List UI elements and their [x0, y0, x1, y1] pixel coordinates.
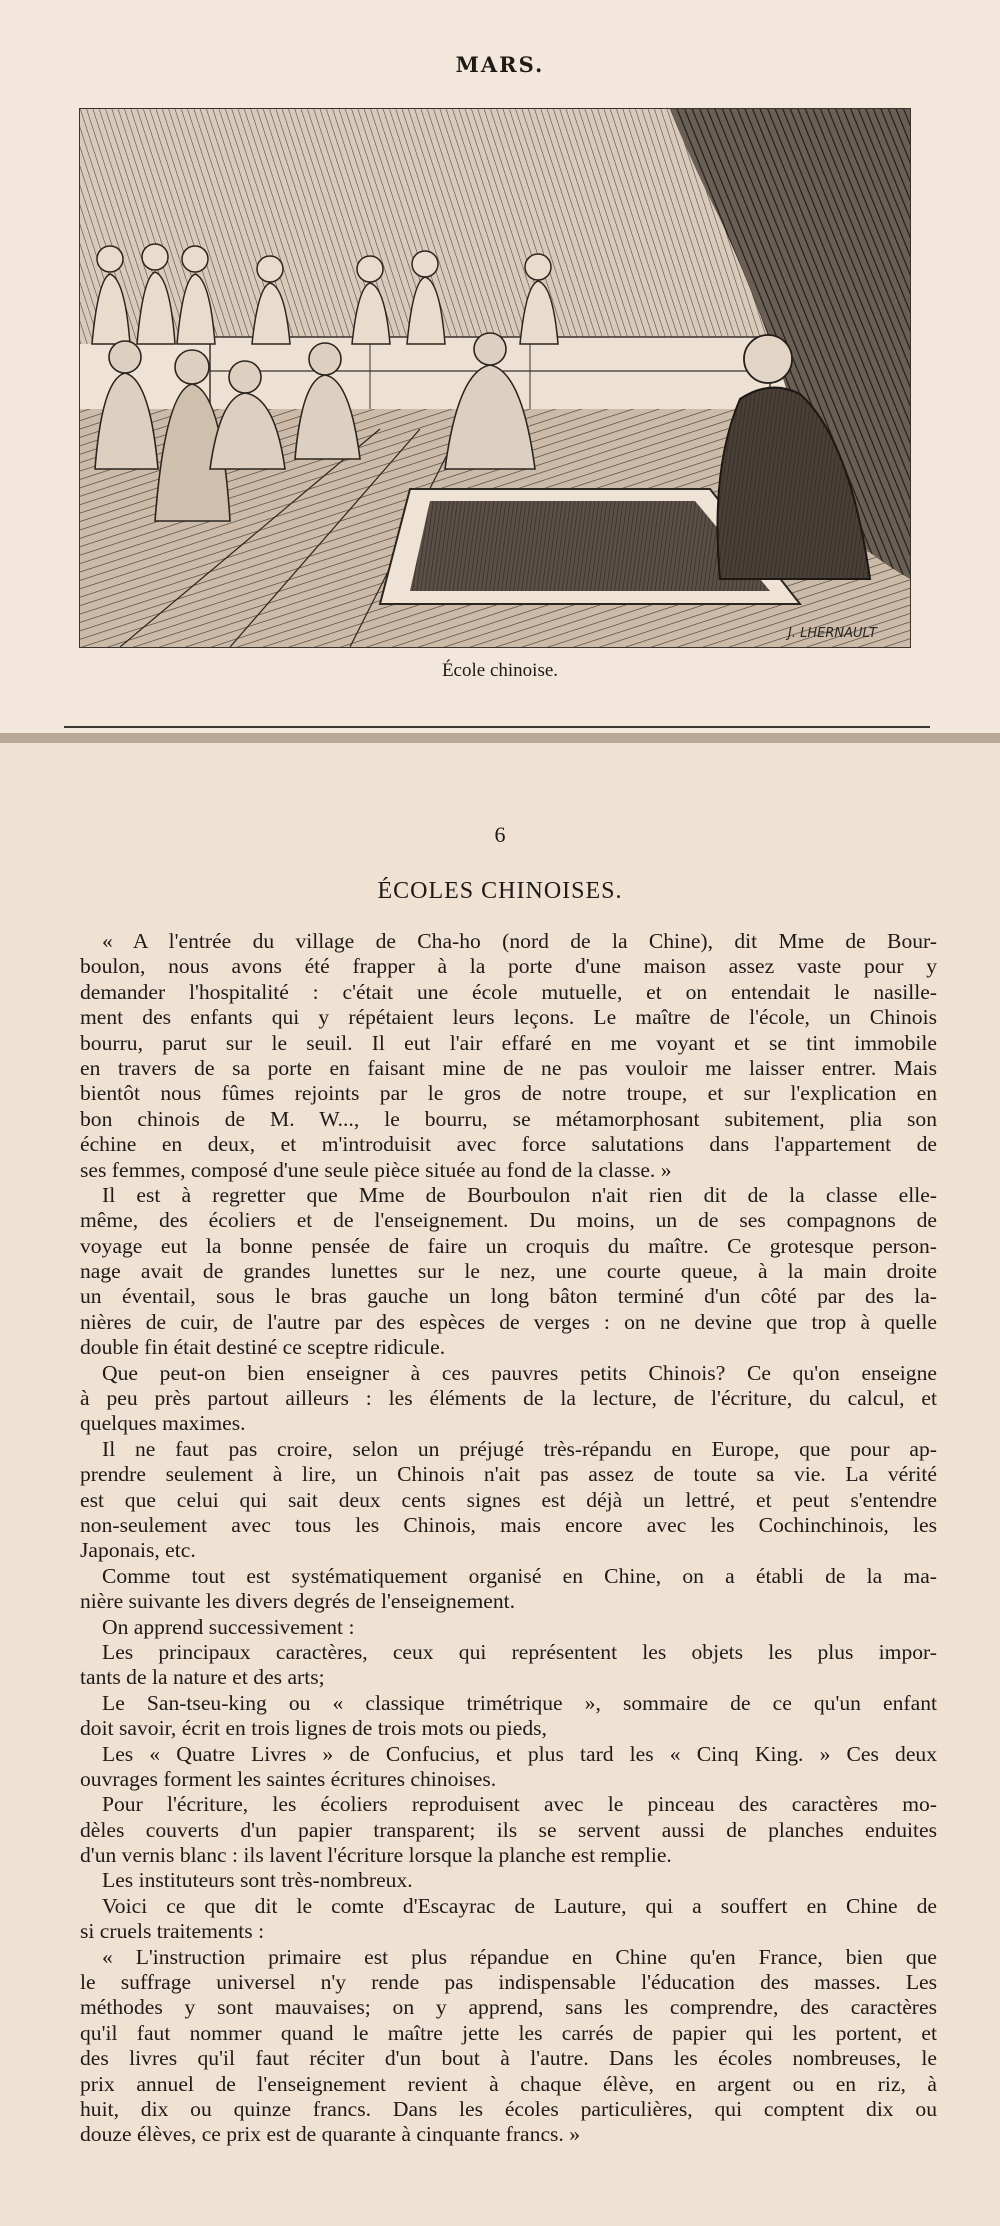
text-line: même, des écoliers et de l'enseignement. Du moins, un de ses compagnons de: [80, 1208, 937, 1233]
text-line: ouvrages forment les saintes écritures chinoises.: [80, 1766, 497, 1791]
text-line: boulon, nous avons été frapper à la porte d'une maison assez vaste pour y: [80, 954, 937, 979]
text-line: douze élèves, ce prix est de quarante à cinquante francs. »: [80, 2122, 581, 2147]
text-line: « A l'entrée du village de Cha-ho (nord de la Chine), dit Mme de Bour-: [102, 929, 937, 953]
text-line: Le San-tseu-king ou « classique trimétrique », sommaire de ce qu'un enfant: [102, 1690, 937, 1715]
text-line: Voici ce que dit le comte d'Escayrac de Lauture, qui a souffert en Chine de: [102, 1893, 937, 1918]
text-line: non-seulement avec tous les Chinois, mais encore avec les Cochinchinois, les: [80, 1512, 937, 1537]
text-line: nage avait de grandes lunettes sur le nez, une courte queue, à la main droite: [80, 1259, 937, 1284]
text-line: On apprend successivement :: [102, 1614, 355, 1639]
text-line: ment des enfants qui y répétaient leurs leçons. Le maître de l'école, un Chinois: [80, 1005, 937, 1030]
text-line: bientôt nous fûmes rejoints par le gros de notre troupe, et sur l'explication en: [80, 1081, 937, 1106]
text-line: ses femmes, composé d'une seule pièce située au fond de la classe. »: [80, 1157, 672, 1182]
text-line: voyage eut la bonne pensée de faire un croquis du maître. Ce grotesque person-: [80, 1233, 937, 1258]
text-line: doit savoir, écrit en trois lignes de trois mots ou pieds,: [80, 1716, 547, 1741]
engraver-signature: J. LHERNAULT: [788, 626, 877, 641]
chapter-title: ÉCOLES CHINOISES.: [377, 878, 623, 904]
text-line: est que celui qui sait deux cents signes est déjà un lettré, et peut s'entendre: [80, 1487, 937, 1512]
text-line: bourru, parut sur le seuil. Il eut l'air effaré en me voyant et se tint immobile: [80, 1030, 937, 1055]
text-line: « L'instruction primaire est plus répandue en Chine qu'en France, bien que: [102, 1944, 937, 1969]
text-line: Les instituteurs sont très-nombreux.: [102, 1868, 413, 1893]
text-line: prix annuel de l'enseignement revient à chaque élève, en argent ou en riz, à: [80, 2071, 937, 2096]
text-line: échine en deux, et m'introduisit avec force salutations dans l'appartement de: [80, 1132, 937, 1157]
text-line: Il ne faut pas croire, selon un préjugé très-répandu en Europe, que pour ap-: [102, 1436, 937, 1461]
text-line: un éventail, sous le bras gauche un long bâton terminé d'un côté par des la-: [80, 1284, 937, 1309]
text-line: en travers de sa porte en faisant mine de ne pas vouloir me laisser entrer. Mais: [80, 1055, 937, 1080]
text-line: à peu près partout ailleurs : les éléments de la lecture, de l'écriture, du calcul, et: [80, 1386, 937, 1411]
running-title: MARS.: [455, 52, 545, 77]
illustration-caption: École chinoise.: [441, 660, 559, 681]
text-line: Les « Quatre Livres » de Confucius, et plus tard les « Cinq King. » Ces deux: [102, 1741, 937, 1766]
page-number: 6: [494, 822, 506, 847]
engraving-image: [80, 109, 910, 647]
article-body: [80, 929, 937, 2148]
text-line: Comme tout est systématiquement organisé en Chine, on a établi de la ma-: [102, 1563, 937, 1588]
engraving-chinese-school: [79, 108, 911, 648]
page-gap: [0, 733, 1000, 743]
text-line: nière suivante les divers degrés de l'enseignement.: [80, 1589, 516, 1614]
text-line: dèles couverts d'un papier transparent; ils se servent aussi de planches enduites: [80, 1817, 937, 1842]
text-line: qu'il faut nommer quand le maître jette les carrés de papier qui les portent, et: [80, 2020, 937, 2045]
text-line: huit, dix ou quinze francs. Dans les écoles particulières, qui comptent dix ou: [80, 2096, 937, 2121]
text-line: quelques maximes.: [80, 1411, 246, 1436]
text-line: Que peut-on bien enseigner à ces pauvres petits Chinois? Ce qu'on enseigne: [102, 1360, 937, 1385]
text-line: si cruels traitements :: [80, 1919, 265, 1944]
text-line: Il est à regretter que Mme de Bourboulon n'ait rien dit de la classe elle-: [102, 1182, 937, 1207]
text-line: des livres qu'il faut réciter d'un bout à l'autre. Dans les écoles nombreuses, le: [80, 2046, 937, 2071]
text-line: double fin était destiné ce sceptre ridicule.: [80, 1335, 446, 1360]
text-line: Les principaux caractères, ceux qui représentent les objets les plus impor-: [102, 1639, 937, 1664]
text-line: prendre seulement à lire, un Chinois n'ait pas assez de toute sa vie. La vérité: [80, 1462, 937, 1487]
text-line: nières de cuir, de l'autre par des espèces de verges : on ne devine que trop à quelle: [80, 1309, 937, 1334]
text-line: tants de la nature et des arts;: [80, 1665, 325, 1690]
text-line: Japonais, etc.: [80, 1538, 196, 1563]
text-line: bon chinois de M. W..., le bourru, se métamorphosant subitement, plia son: [80, 1106, 937, 1131]
text-line: Pour l'écriture, les écoliers reproduisent avec le pinceau des caractères mo-: [102, 1792, 937, 1817]
text-line: d'un vernis blanc : ils lavent l'écriture lorsque la planche est remplie.: [80, 1843, 672, 1868]
text-line: le suffrage universel n'y rende pas indispensable l'éducation des masses. Les: [80, 1970, 937, 1995]
text-line: méthodes y sont mauvaises; on y apprend, sans les comprendre, des caractères: [80, 1995, 937, 2020]
text-line: demander l'hospitalité : c'était une école mutuelle, et on entendait le nasille-: [80, 979, 937, 1004]
